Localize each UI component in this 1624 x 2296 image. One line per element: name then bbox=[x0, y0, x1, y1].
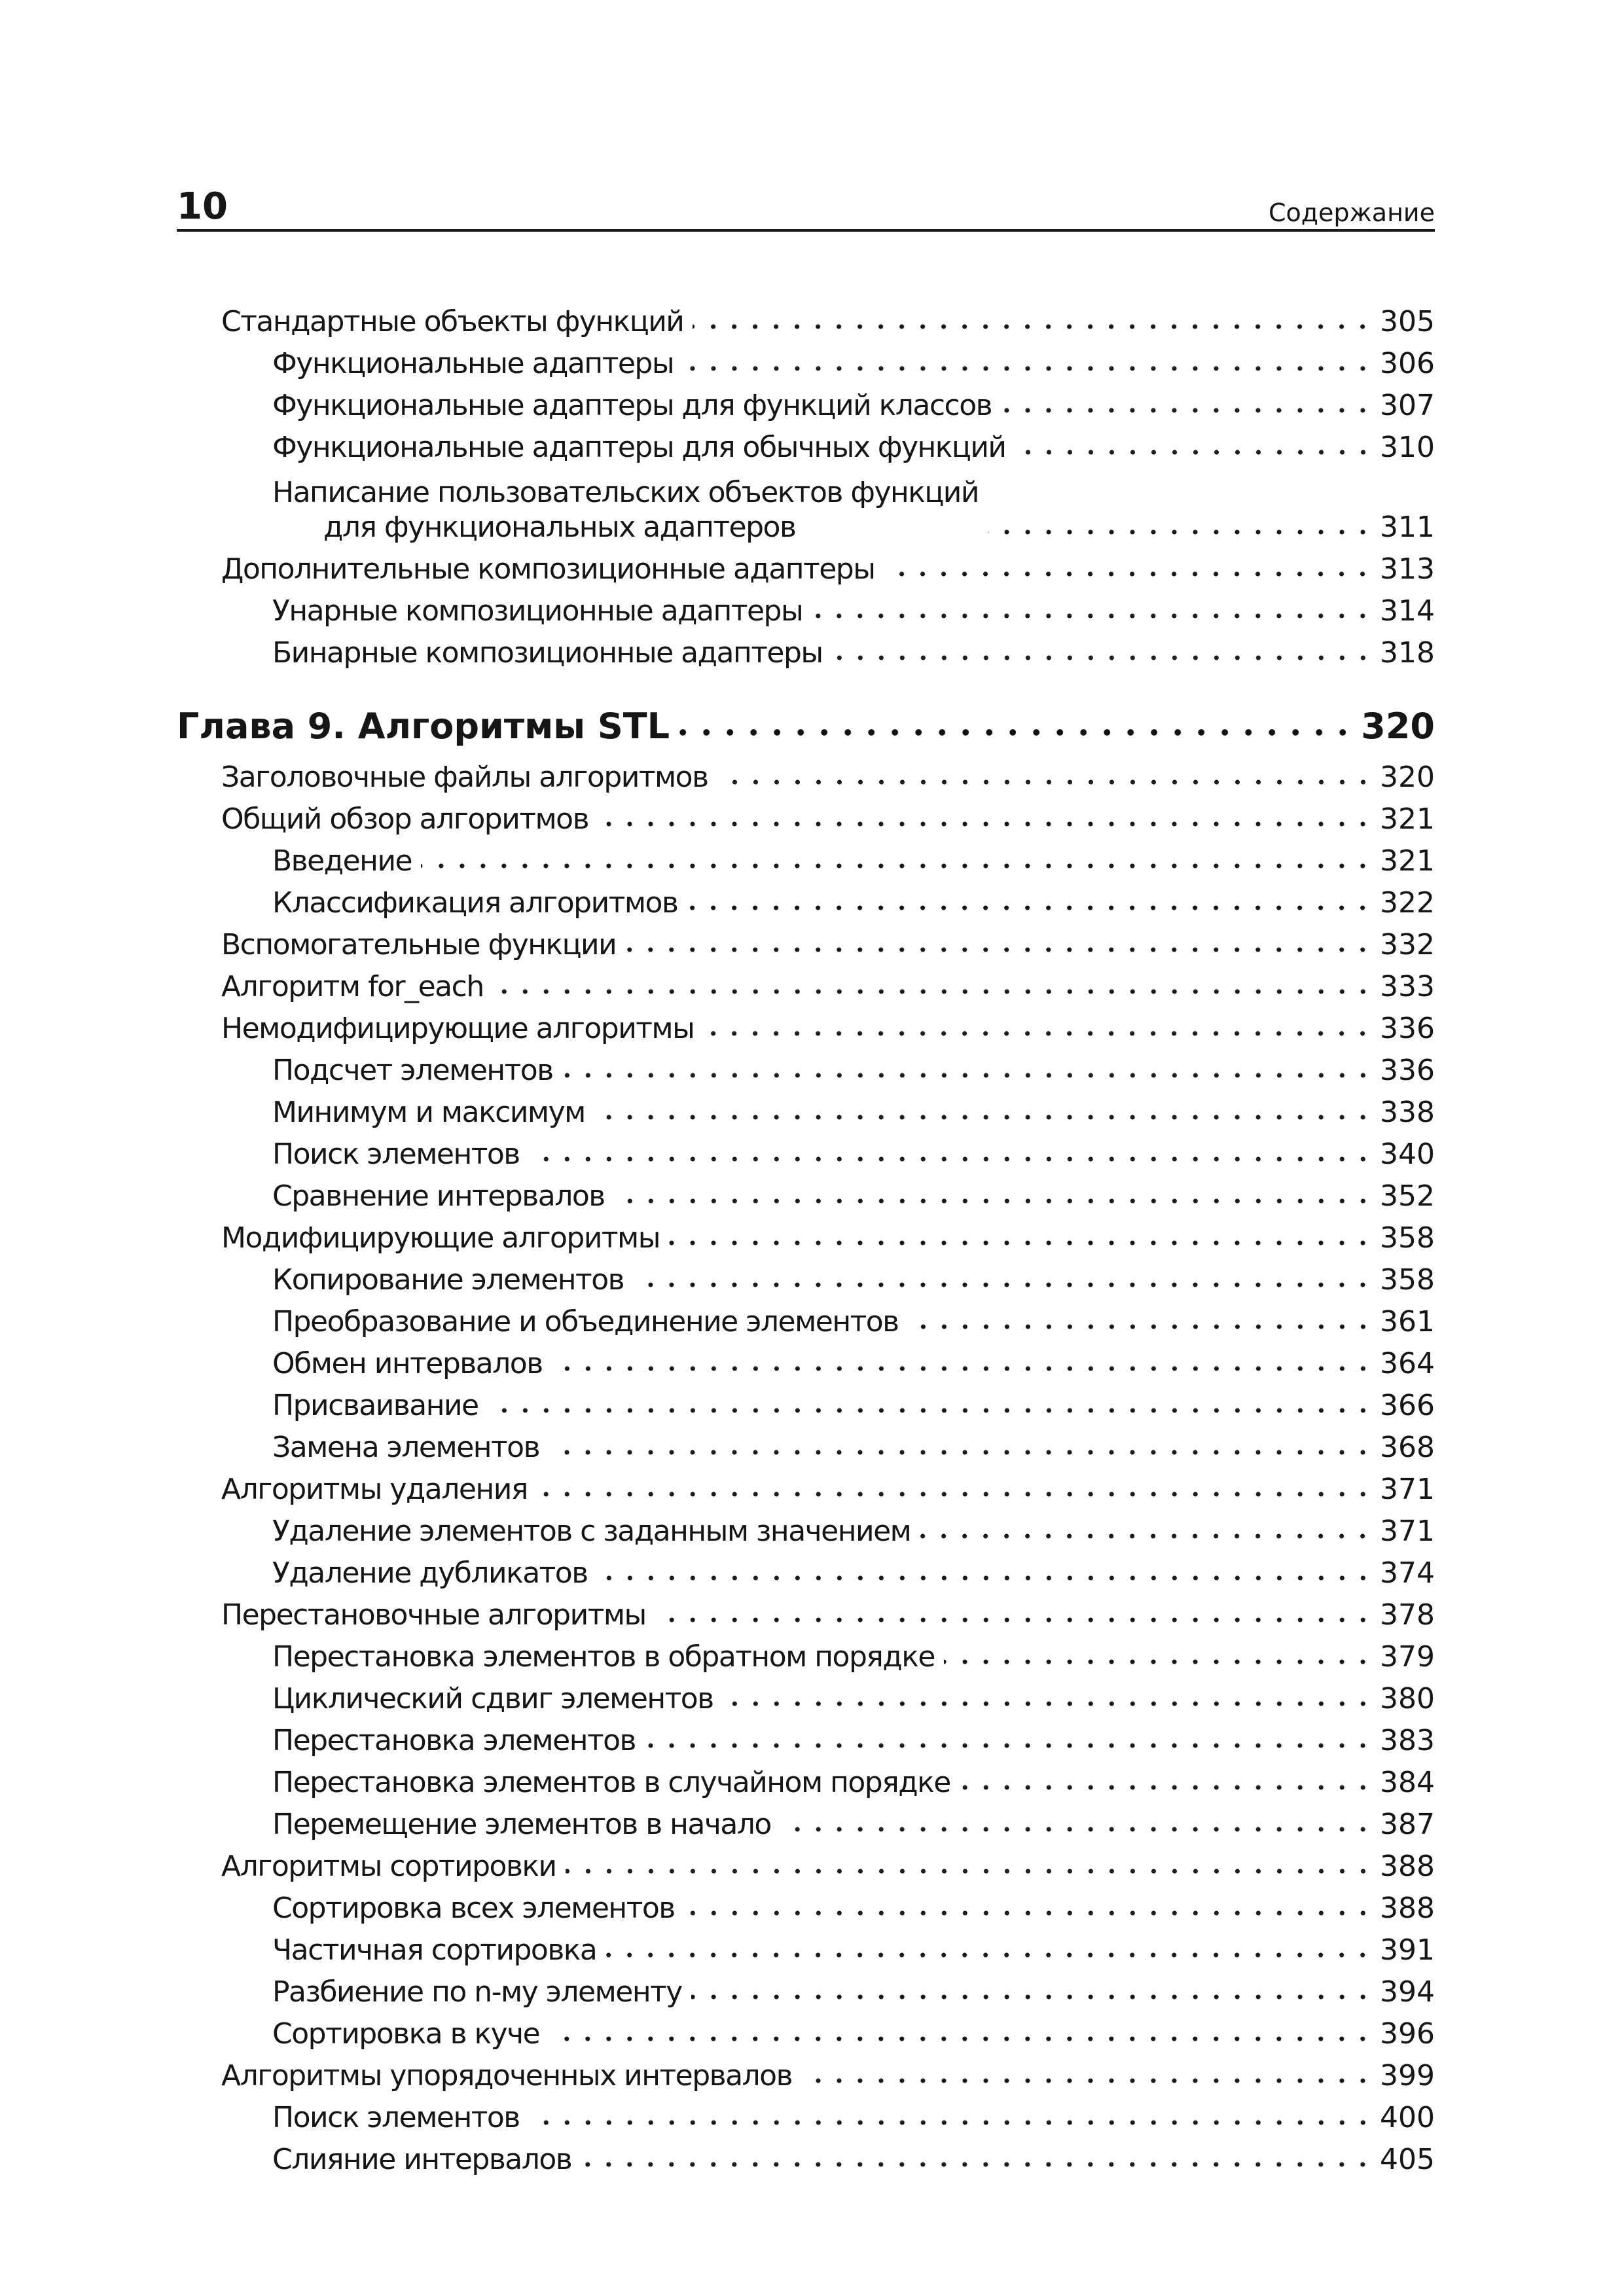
toc-entry bbox=[177, 1591, 1435, 1633]
toc-entry bbox=[177, 1884, 1435, 1926]
dot-leader bbox=[723, 1697, 1373, 1710]
toc-entry-page-number: 383 bbox=[1380, 1724, 1435, 1758]
toc-entry-page-number: 314 bbox=[1380, 594, 1435, 628]
dot-leader bbox=[552, 1362, 1373, 1375]
dot-leader bbox=[421, 859, 1373, 872]
toc-entry bbox=[177, 1172, 1435, 1214]
toc-entry-title: Удаление дубликатов bbox=[272, 1556, 588, 1590]
toc-entry-title: Подсчет элементов bbox=[272, 1054, 553, 1088]
dot-leader bbox=[683, 362, 1373, 375]
toc-entry bbox=[177, 1926, 1435, 1968]
toc-entry bbox=[177, 837, 1435, 879]
toc-entry-page-number: 380 bbox=[1380, 1682, 1435, 1716]
toc-entry-page-number: 336 bbox=[1380, 1054, 1435, 1088]
toc-entry-page-number: 313 bbox=[1380, 552, 1435, 586]
toc-entry-text bbox=[221, 1221, 660, 1256]
toc-entry bbox=[177, 1465, 1435, 1507]
toc-entry-page-number: 378 bbox=[1380, 1598, 1435, 1632]
toc-entry-text bbox=[272, 1305, 899, 1340]
toc-entry-title: Перестановка элементов в случайном порядке bbox=[272, 1766, 950, 1800]
toc-entry bbox=[177, 1382, 1435, 1424]
toc-entry bbox=[177, 753, 1435, 795]
toc-entry-page-number: 399 bbox=[1380, 2059, 1435, 2093]
toc-entry-text bbox=[272, 2143, 571, 2178]
dot-leader bbox=[780, 1823, 1373, 1836]
toc-entry bbox=[177, 1130, 1435, 1172]
toc-entry-page-number: 305 bbox=[1380, 305, 1435, 339]
toc-entry-title: Унарные композиционные адаптеры bbox=[272, 594, 803, 628]
toc-entry-text bbox=[272, 1975, 682, 2010]
toc-entry-text bbox=[272, 1933, 596, 1968]
toc-entry-title: Сравнение интервалов bbox=[272, 1179, 605, 1213]
dot-leader bbox=[920, 1530, 1373, 1543]
toc-entry-title: Перемещение элементов в начало bbox=[272, 1808, 771, 1842]
toc-entry-title: Поиск элементов bbox=[272, 2101, 520, 2135]
toc-entry-text bbox=[272, 594, 803, 629]
toc-entry-title: Функциональные адаптеры bbox=[272, 347, 674, 381]
toc-entry-title: Дополнительные композиционные адаптеры bbox=[221, 552, 875, 586]
toc-entry-text bbox=[272, 389, 992, 423]
toc-entry-text bbox=[272, 1431, 539, 1465]
toc-entry bbox=[177, 1759, 1435, 1801]
toc-entry-page-number: 388 bbox=[1380, 1850, 1435, 1884]
toc-entry bbox=[177, 1088, 1435, 1130]
toc-entry-title: Заголовочные файлы алгоритмов bbox=[221, 761, 708, 795]
toc-entry bbox=[177, 465, 1435, 545]
dot-leader bbox=[529, 1153, 1373, 1166]
toc-entry-text bbox=[272, 844, 412, 879]
toc-entry-page-number: 307 bbox=[1380, 389, 1435, 423]
toc-entry-page-number: 391 bbox=[1380, 1933, 1435, 1967]
toc-entry-title: Слияние интервалов bbox=[272, 2143, 572, 2177]
toc-entry bbox=[177, 1340, 1435, 1382]
dot-leader bbox=[581, 2158, 1373, 2171]
toc-entry bbox=[177, 1801, 1435, 1842]
toc-entry-title: Бинарные композиционные адаптеры bbox=[272, 636, 823, 670]
toc-entry bbox=[177, 2094, 1435, 2136]
toc-entry-page-number: 320 bbox=[1361, 706, 1435, 747]
toc-entry bbox=[177, 1047, 1435, 1088]
dot-leader bbox=[633, 1278, 1373, 1291]
toc-entry-text bbox=[272, 1138, 520, 1172]
toc-entry-text bbox=[272, 2017, 539, 2052]
dot-leader bbox=[908, 1320, 1373, 1333]
toc-entry-title: Обмен интервалов bbox=[272, 1347, 543, 1381]
toc-entry-text bbox=[272, 1263, 624, 1298]
table-of-contents bbox=[177, 298, 1435, 2178]
dot-leader bbox=[1015, 446, 1374, 459]
toc-entry-text bbox=[272, 1682, 713, 1717]
dot-leader bbox=[488, 1404, 1373, 1417]
toc-entry-page-number: 400 bbox=[1380, 2101, 1435, 2135]
toc-entry-title: Перестановочные алгоритмы bbox=[221, 1598, 646, 1632]
toc-entry-title: Минимум и максимум bbox=[272, 1096, 585, 1130]
toc-entry-page-number: 387 bbox=[1380, 1808, 1435, 1842]
toc-entry-title: Общий обзор алгоритмов bbox=[221, 802, 588, 836]
toc-entry-text bbox=[221, 802, 588, 837]
toc-entry-title: Разбиение по n-му элементу bbox=[272, 1975, 682, 2009]
dot-leader bbox=[549, 2032, 1373, 2045]
toc-entry-text bbox=[272, 886, 677, 921]
dot-leader bbox=[655, 1613, 1373, 1626]
dot-leader bbox=[493, 985, 1373, 998]
toc-entry-title: Присваивание bbox=[272, 1389, 478, 1423]
dot-leader bbox=[549, 1446, 1373, 1459]
dot-leader bbox=[693, 320, 1373, 333]
toc-entry-text bbox=[272, 1389, 478, 1424]
toc-entry-title: Модифицирующие алгоритмы bbox=[221, 1221, 660, 1255]
dot-leader bbox=[988, 526, 1373, 539]
toc-entry-text bbox=[272, 636, 823, 671]
toc-entry bbox=[177, 795, 1435, 837]
toc-entry-page-number: 361 bbox=[1380, 1305, 1435, 1339]
toc-entry-text bbox=[272, 1347, 543, 1382]
dot-leader bbox=[566, 1865, 1373, 1878]
toc-entry-page-number: 322 bbox=[1380, 886, 1435, 920]
toc-entry-title: Перестановка элементов в обратном порядке bbox=[272, 1640, 935, 1674]
toc-entry bbox=[177, 1842, 1435, 1884]
toc-entry-page-number: 321 bbox=[1380, 802, 1435, 836]
toc-entry-page-number: 371 bbox=[1380, 1515, 1435, 1549]
toc-entry bbox=[177, 921, 1435, 963]
dot-leader bbox=[625, 943, 1373, 956]
toc-entry-page-number: 336 bbox=[1380, 1012, 1435, 1046]
toc-entry bbox=[177, 2136, 1435, 2178]
toc-entry bbox=[177, 587, 1435, 629]
toc-entry bbox=[177, 423, 1435, 465]
toc-entry-page-number: 388 bbox=[1380, 1892, 1435, 1926]
toc-entry-text bbox=[221, 1473, 528, 1507]
page-number: 10 bbox=[177, 185, 228, 228]
dot-leader bbox=[944, 1655, 1373, 1668]
toc-entry-text bbox=[272, 1766, 950, 1801]
toc-entry-page-number: 318 bbox=[1380, 636, 1435, 670]
toc-entry-page-number: 366 bbox=[1380, 1389, 1435, 1423]
toc-entry-title: Сортировка всех элементов bbox=[272, 1892, 675, 1926]
toc-entry bbox=[177, 1298, 1435, 1340]
toc-entry-page-number: 352 bbox=[1380, 1179, 1435, 1213]
toc-entry-page-number: 338 bbox=[1380, 1096, 1435, 1130]
dot-leader bbox=[669, 1236, 1373, 1249]
dot-leader bbox=[598, 817, 1373, 831]
toc-entry-page-number: 379 bbox=[1380, 1640, 1435, 1674]
toc-entry-page-number: 311 bbox=[1380, 511, 1435, 545]
toc-entry-title: Перестановка элементов bbox=[272, 1724, 636, 1758]
toc-entry bbox=[177, 382, 1435, 423]
toc-entry-page-number: 405 bbox=[1380, 2143, 1435, 2177]
toc-entry-title: Немодифицирующие алгоритмы bbox=[221, 1012, 695, 1046]
toc-entry-page-number: 368 bbox=[1380, 1431, 1435, 1465]
running-title: Содержание bbox=[1269, 198, 1435, 227]
toc-entry-title: Алгоритмы удаления bbox=[221, 1473, 528, 1507]
dot-leader bbox=[597, 1571, 1373, 1585]
toc-entry-text bbox=[272, 1892, 675, 1926]
toc-entry-title: Глава 9. Алгоритмы STL bbox=[177, 706, 670, 747]
toc-entry bbox=[177, 1675, 1435, 1717]
toc-entry-text bbox=[272, 1179, 605, 1214]
toc-entry bbox=[177, 963, 1435, 1005]
toc-entry bbox=[177, 2010, 1435, 2052]
toc-entry-title: Замена элементов bbox=[272, 1431, 540, 1465]
toc-entry-text bbox=[272, 1724, 636, 1759]
toc-entry-text bbox=[272, 431, 1006, 465]
toc-entry bbox=[177, 298, 1435, 340]
toc-entry-title: Вспомогательные функции bbox=[221, 928, 617, 962]
dot-leader bbox=[537, 1488, 1373, 1501]
dot-leader bbox=[684, 1907, 1373, 1920]
toc-entry bbox=[177, 1005, 1435, 1047]
toc-entry bbox=[177, 1549, 1435, 1591]
dot-leader bbox=[960, 1781, 1373, 1794]
toc-chapter-entry bbox=[177, 671, 1435, 753]
toc-entry-title: Сортировка в куче bbox=[272, 2017, 540, 2051]
toc-entry-text bbox=[177, 706, 670, 748]
toc-entry-text bbox=[221, 1850, 556, 1884]
toc-entry-title: Преобразование и объединение элементов bbox=[272, 1305, 899, 1339]
toc-entry-text bbox=[221, 1012, 694, 1047]
toc-entry-text bbox=[221, 2059, 792, 2094]
toc-entry-title: Функциональные адаптеры для обычных функций bbox=[272, 431, 1006, 465]
toc-entry-text bbox=[221, 1598, 646, 1633]
dot-leader bbox=[717, 776, 1374, 789]
toc-entry bbox=[177, 1717, 1435, 1759]
toc-entry-page-number: 371 bbox=[1380, 1473, 1435, 1507]
toc-entry-text bbox=[221, 552, 875, 587]
toc-entry bbox=[177, 340, 1435, 382]
dot-leader bbox=[605, 1948, 1373, 1962]
toc-entry bbox=[177, 1968, 1435, 2010]
toc-entry-text bbox=[272, 1096, 585, 1130]
toc-entry-page-number: 374 bbox=[1380, 1556, 1435, 1590]
toc-entry-title: Стандартные объекты функций bbox=[221, 305, 684, 339]
toc-entry-text bbox=[272, 1054, 553, 1088]
toc-entry-title: Поиск элементов bbox=[272, 1138, 520, 1172]
toc-entry bbox=[177, 1424, 1435, 1465]
toc-entry-title: Копирование элементов bbox=[272, 1263, 624, 1297]
toc-entry-page-number: 306 bbox=[1380, 347, 1435, 381]
dot-leader bbox=[594, 1111, 1373, 1124]
toc-entry-page-number: 340 bbox=[1380, 1138, 1435, 1172]
toc-entry-title-first-line: Написание пользовательских объектов функций bbox=[272, 476, 979, 510]
dot-leader bbox=[645, 1739, 1373, 1752]
toc-entry-page-number: 310 bbox=[1380, 431, 1435, 465]
toc-entry-page-number: 358 bbox=[1380, 1221, 1435, 1255]
toc-entry-text bbox=[221, 970, 484, 1005]
toc-entry bbox=[177, 1214, 1435, 1256]
toc-entry-page-number: 364 bbox=[1380, 1347, 1435, 1381]
toc-entry-text bbox=[272, 1808, 771, 1842]
toc-entry-text bbox=[272, 347, 674, 382]
toc-entry-title: для функциональных адаптеров bbox=[323, 511, 796, 545]
dot-leader bbox=[614, 1194, 1373, 1208]
dot-leader bbox=[562, 1069, 1373, 1082]
toc-entry-text bbox=[221, 761, 708, 795]
dot-leader bbox=[812, 609, 1373, 622]
toc-entry-text bbox=[272, 476, 979, 545]
dot-leader bbox=[884, 567, 1373, 581]
toc-entry-title: Циклический сдвиг элементов bbox=[272, 1682, 713, 1716]
dot-leader bbox=[691, 1990, 1373, 2003]
toc-entry-title: Алгоритмы упорядоченных интервалов bbox=[221, 2059, 793, 2093]
toc-entry-page-number: 321 bbox=[1380, 844, 1435, 878]
toc-entry bbox=[177, 2052, 1435, 2094]
toc-entry bbox=[177, 629, 1435, 671]
toc-entry-text bbox=[272, 1640, 935, 1675]
dot-leader bbox=[832, 651, 1373, 664]
toc-entry-title: Частичная сортировка bbox=[272, 1933, 597, 1967]
toc-entry-page-number: 358 bbox=[1380, 1263, 1435, 1297]
toc-entry bbox=[177, 879, 1435, 921]
dot-leader bbox=[703, 1027, 1373, 1040]
dot-leader bbox=[1001, 404, 1373, 417]
toc-entry-page-number: 396 bbox=[1380, 2017, 1435, 2051]
toc-entry-text bbox=[272, 1515, 911, 1549]
toc-entry bbox=[177, 1256, 1435, 1298]
page-header bbox=[177, 177, 1435, 232]
toc-entry-page-number: 333 bbox=[1380, 970, 1435, 1004]
dot-leader bbox=[801, 2074, 1373, 2087]
toc-entry bbox=[177, 1633, 1435, 1675]
toc-entry-title: Введение bbox=[272, 844, 412, 878]
toc-entry-page-number: 384 bbox=[1380, 1766, 1435, 1800]
toc-entry-title: Классификация алгоритмов bbox=[272, 886, 678, 920]
toc-entry-title: Алгоритм for_each bbox=[221, 970, 484, 1004]
toc-entry bbox=[177, 1507, 1435, 1549]
toc-entry-page-number: 394 bbox=[1380, 1975, 1435, 2009]
toc-entry-title: Алгоритмы сортировки bbox=[221, 1850, 556, 1884]
dot-leader bbox=[529, 2116, 1373, 2129]
toc-entry-title: Удаление элементов с заданным значением bbox=[272, 1515, 911, 1549]
toc-entry-page-number: 320 bbox=[1380, 761, 1435, 795]
toc-entry-title: Функциональные адаптеры для функций классов bbox=[272, 389, 992, 423]
toc-entry-text bbox=[221, 305, 683, 340]
toc-entry bbox=[177, 545, 1435, 587]
toc-entry-text bbox=[272, 2101, 520, 2136]
dot-leader bbox=[687, 901, 1373, 914]
dot-leader bbox=[679, 725, 1354, 740]
toc-entry-text bbox=[272, 1556, 588, 1591]
toc-entry-text bbox=[221, 928, 616, 963]
toc-entry-page-number: 332 bbox=[1380, 928, 1435, 962]
